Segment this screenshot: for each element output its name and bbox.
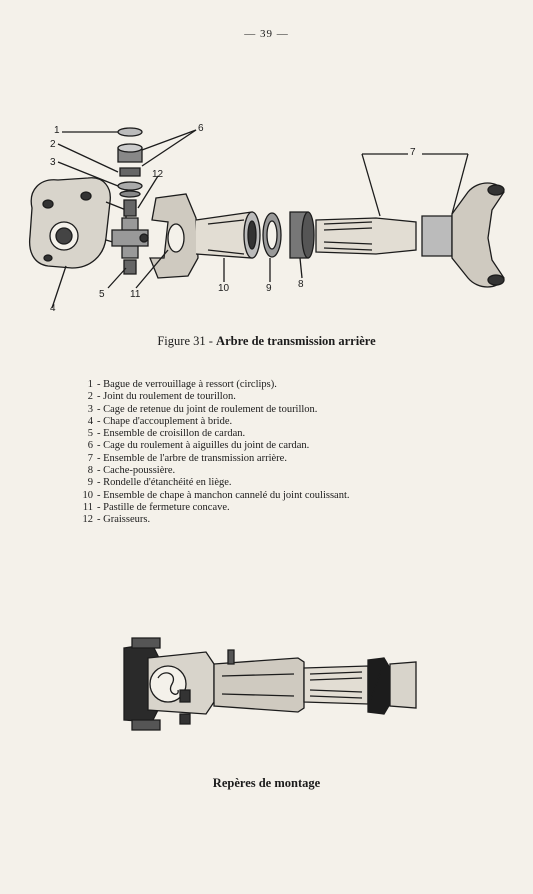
callout-6: 6 <box>198 123 204 134</box>
callout-1: 1 <box>54 125 60 136</box>
legend-item-text: Pastille de fermeture concave. <box>103 501 230 513</box>
mounting-marks-caption: Repères de montage <box>212 776 321 790</box>
flange-yoke-drawing <box>30 178 126 268</box>
legend-item-number: 10 <box>82 489 93 501</box>
callout-7: 7 <box>410 147 416 158</box>
legend-item: 8 - Cache-poussière. <box>73 465 513 477</box>
legend-item-text: Ensemble de croisillon de cardan. <box>103 428 246 440</box>
legend-item-text: Cage du roulement à aiguilles du joint de cardan. <box>103 440 310 452</box>
cross-spider-drawing <box>112 200 148 274</box>
legend-item-text: Joint du roulement de tourillon. <box>103 391 236 403</box>
drive-shaft-tube-drawing <box>316 183 504 287</box>
legend-item-text: Ensemble de chape à manchon cannelé du joint coulissant. <box>103 489 350 501</box>
legend-item: 7 - Ensemble de l'arbre de transmission arrière. <box>73 453 513 465</box>
legend-item: 9 - Rondelle d'étanchéité en liège. <box>73 477 513 489</box>
callout-8: 8 <box>298 279 304 290</box>
legend-item-text: Bague de verrouillage à ressort (circlips). <box>103 379 277 390</box>
callout-4: 4 <box>50 303 56 314</box>
legend-item: 4 - Chape d'accouplement à bride. <box>73 416 513 428</box>
legend-item: 12 - Graisseurs. <box>73 514 513 526</box>
legend-item-number: 8 <box>87 465 93 477</box>
legend-item: 2 - Joint du roulement de tourillon. <box>73 391 513 403</box>
legend-item-text: Graisseurs. <box>103 514 151 526</box>
legend-item-text: Cache-poussière. <box>103 465 176 477</box>
legend-item-text: Ensemble de l'arbre de transmission arrière. <box>103 452 287 464</box>
callout-5: 5 <box>99 289 105 300</box>
legend-item-number: 2 <box>87 391 93 403</box>
exploded-drive-shaft-figure <box>18 118 518 323</box>
figure-caption-prefix: Figure 31 <box>157 334 206 348</box>
legend-item-number: 5 <box>87 428 93 440</box>
legend-item-number: 9 <box>87 477 93 489</box>
sleeve-yoke-drawing <box>150 194 260 278</box>
parts-legend <box>73 379 513 527</box>
legend-item-number: 6 <box>87 440 93 452</box>
figure-caption-title: Arbre de transmission arrière <box>216 334 376 348</box>
callout-3: 3 <box>50 157 56 168</box>
legend-item-text: Cage de retenue du joint de roulement de tourillon. <box>103 403 318 415</box>
mounting-marks-figure <box>118 628 418 738</box>
legend-item-number: 7 <box>87 452 93 464</box>
legend-item: 6 - Cage du roulement à aiguilles du joint de cardan. <box>73 440 513 452</box>
callout-2: 2 <box>50 139 56 150</box>
legend-item-number: 12 <box>82 514 93 526</box>
legend-item-number: 11 <box>82 501 93 513</box>
callout-12: 12 <box>152 169 164 180</box>
legend-item-text: Chape d'accouplement à bride. <box>103 415 233 427</box>
legend-item: 10 - Ensemble de chape à manchon cannelé du joint coulissant. <box>73 490 513 502</box>
legend-item: 3 - Cage de retenue du joint de roulement de tourillon. <box>73 404 513 416</box>
callout-10: 10 <box>218 283 230 294</box>
callout-11: 11 <box>130 289 141 300</box>
legend-item-number: 3 <box>87 403 93 415</box>
legend-item-number: 4 <box>87 415 93 427</box>
legend-item: 11 - Pastille de fermeture concave. <box>73 502 513 514</box>
legend-item-text: Rondelle d'étanchéité en liège. <box>103 477 232 489</box>
legend-item: 1 - Bague de verrouillage à ressort (circlips). <box>73 379 513 391</box>
callout-9: 9 <box>266 283 272 294</box>
legend-item: 5 - Ensemble de croisillon de cardan. <box>73 428 513 440</box>
legend-item-number: 1 <box>87 379 93 390</box>
page-number: — 39 — <box>244 28 289 40</box>
mounting-marks-drawing <box>118 628 418 738</box>
figure-caption: Figure 31 - Arbre de transmission arrière <box>157 334 376 348</box>
